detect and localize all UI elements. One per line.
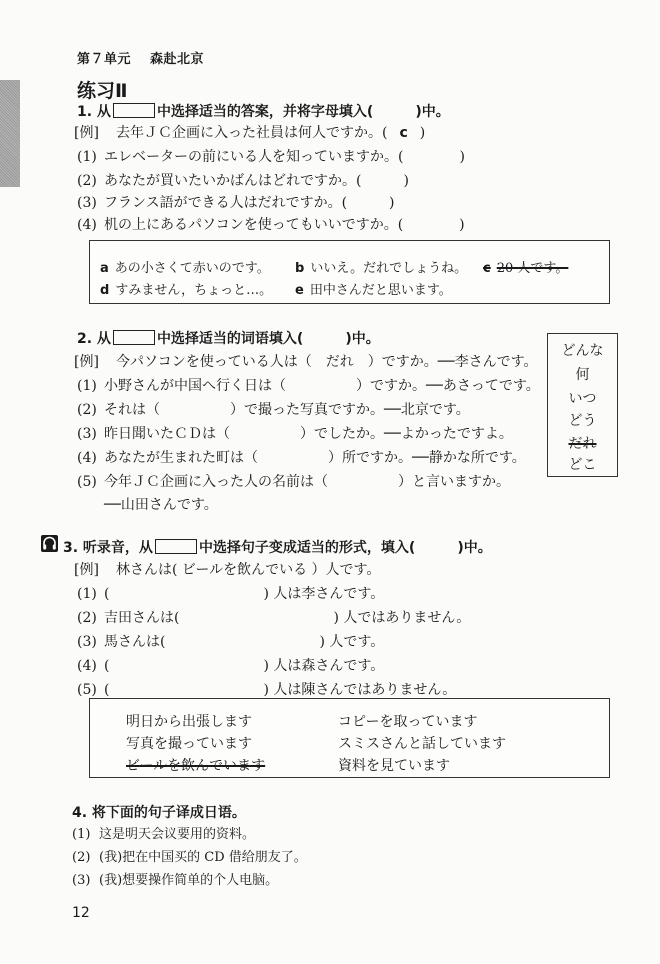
- phrase-struck: ビールを飲んでいます: [126, 758, 266, 774]
- phrase: 明日から出張します: [126, 714, 252, 730]
- section2-item: (4) あなたが生まれた町は（ ）所ですか。──静かな所です。: [77, 450, 526, 466]
- chapter-side-tab: [0, 80, 20, 187]
- section1-item: (2) あなたが買いたいかばんはどれですか。( ): [77, 173, 409, 189]
- option-e: e 田中さんだと思います。: [295, 283, 452, 298]
- section2-item: (5) 今年ＪＣ企画に入った人の名前は（ ）と言いますか。: [77, 474, 510, 490]
- section4-item: (1) 这是明天会议要用的资料。: [72, 827, 256, 842]
- unit-label: 第７单元: [77, 52, 132, 67]
- section1-item: (3) フランス語ができる人はだれですか。( ): [77, 195, 395, 211]
- page-header: [77, 48, 204, 67]
- page-number: 12: [72, 905, 90, 921]
- section4-item: (2) (我)把在中国买的 CD 借给朋友了。: [72, 850, 307, 865]
- headphones-icon[interactable]: [41, 535, 58, 552]
- unit-title: 森赴北京: [150, 52, 205, 67]
- lesson-title: 练习Ⅱ: [77, 80, 128, 102]
- blank-box-icon: [113, 330, 155, 345]
- phrase: スミスさんと話しています: [338, 736, 506, 752]
- section1-title: 1. 从 中选择适当的答案，并将字母填入( )中。: [77, 104, 450, 120]
- option-d: d すみません，ちょっと…。: [100, 283, 273, 298]
- section3-phrases-box: [89, 698, 610, 778]
- section1-item: (4) 机の上にあるパソコンを使ってもいいですか。( ): [77, 217, 465, 233]
- section2-item: (1) 小野さんが中国へ行く日は（ ）ですか。──あさってです。: [77, 378, 540, 394]
- section3-title: 3. 听录音，从 中选择句子变成适当的形式，填入( )中。: [63, 540, 492, 556]
- word-dou: どう: [568, 413, 597, 429]
- section2-title: 2. 从 中选择适当的词语填入( )中。: [77, 331, 380, 347]
- section3-item: (4) ( ) 人は森さんです。: [77, 658, 385, 674]
- section1-item: (1) エレベーターの前にいる人を知っていますか。( ): [77, 149, 465, 165]
- word-dare-struck: だれ: [568, 436, 597, 452]
- section3-item: (5) ( ) 人は陳さんではありません。: [77, 682, 457, 698]
- example-answer: c: [399, 125, 408, 141]
- option-a: a あの小さくて赤いのです。: [100, 261, 270, 276]
- blank-box-icon: [155, 539, 197, 554]
- section2-word-box: [547, 333, 618, 477]
- section3-example: [例] 林さんは( ビールを飲んでいる ）人です。: [74, 562, 381, 578]
- section4-item: (3) (我)想要操作简单的个人电脑。: [72, 873, 279, 888]
- section4-title: 4. 将下面的句子译成日语。: [72, 805, 246, 821]
- word-donna: どんな: [561, 343, 604, 359]
- option-c-struck: c 20 人です。: [483, 261, 569, 276]
- section3-item: (1) ( ) 人は李さんです。: [77, 586, 385, 602]
- option-b: b いいえ。だれでしょうね。: [295, 261, 468, 276]
- section2-example: [例] 今パソコンを使っている人は（ だれ ）ですか。──李さんです。: [74, 354, 538, 370]
- word-nan: 何: [575, 367, 590, 383]
- phrase: 写真を撮っています: [126, 736, 252, 752]
- section1-example: [例] 去年ＪＣ企画に入った社員は何人ですか。( c ): [74, 125, 426, 141]
- blank-box-icon: [113, 103, 155, 118]
- section3-item: (2) 吉田さんは( ) 人ではありません。: [77, 610, 471, 626]
- word-doko: どこ: [568, 457, 597, 473]
- section2-item-answer: ──山田さんです。: [104, 497, 218, 513]
- phrase: コピーを取っています: [338, 714, 478, 730]
- section3-item: (3) 馬さんは( ) 人です。: [77, 634, 385, 650]
- section2-item: (2) それは（ ）で撮った写真ですか。──北京です。: [77, 402, 470, 418]
- section2-item: (3) 昨日聞いたＣＤは（ ）でしたか。──よかったですよ。: [77, 426, 513, 442]
- word-itsu: いつ: [568, 391, 597, 407]
- phrase: 資料を見ています: [338, 758, 450, 774]
- section1-options-box: [89, 240, 610, 304]
